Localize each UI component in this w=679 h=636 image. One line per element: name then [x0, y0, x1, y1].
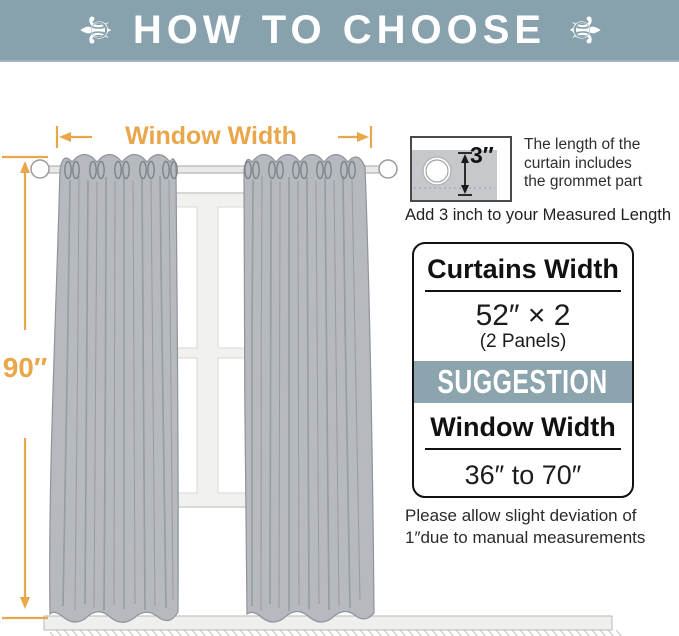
grommet-depth-label: 3″ [470, 142, 494, 168]
deviation-footnote [405, 505, 669, 549]
table-divider [425, 290, 621, 292]
footnote-line: 1″due to manual measurements [405, 528, 646, 547]
rod-finial-right [379, 160, 397, 178]
fleur-de-lis-left-icon: ⚜ [71, 11, 121, 49]
grommet-detail-box [410, 136, 512, 202]
footnote-line: Please allow slight deviation of [405, 506, 637, 525]
curtains-width-value: 52″ × 2 [475, 299, 571, 332]
size-spec-table [412, 242, 634, 498]
rod-finial-left [31, 160, 49, 178]
grommet-note-line: curtain includes [524, 154, 632, 172]
curtain-panel-left [50, 155, 179, 623]
panels-note: (2 Panels) [479, 331, 567, 352]
table-divider [425, 448, 621, 450]
add-length-caption: Add 3 inch to your Measured Length [405, 206, 672, 224]
window-width-measure-label: Window Width [125, 122, 297, 150]
grommet-note-line: the grommet part [524, 173, 643, 190]
page-title: HOW TO CHOOSE [132, 7, 547, 52]
curtain-length-measure-label: 90″ [2, 352, 48, 383]
window-width-header: Window Width [430, 412, 616, 442]
suggestion-label: SUGGESTION [437, 363, 609, 400]
grommet-note [524, 136, 676, 192]
grommet-detail-drawing [412, 138, 510, 200]
suggestion-band [412, 361, 634, 403]
fleur-de-lis-right-icon: ⚜ [560, 11, 610, 49]
window-width-value: 36″ to 70″ [464, 460, 582, 490]
curtains-width-header: Curtains Width [427, 254, 619, 284]
grommet-note-line: The length of the [524, 136, 641, 153]
curtain-panel-right [244, 155, 374, 623]
